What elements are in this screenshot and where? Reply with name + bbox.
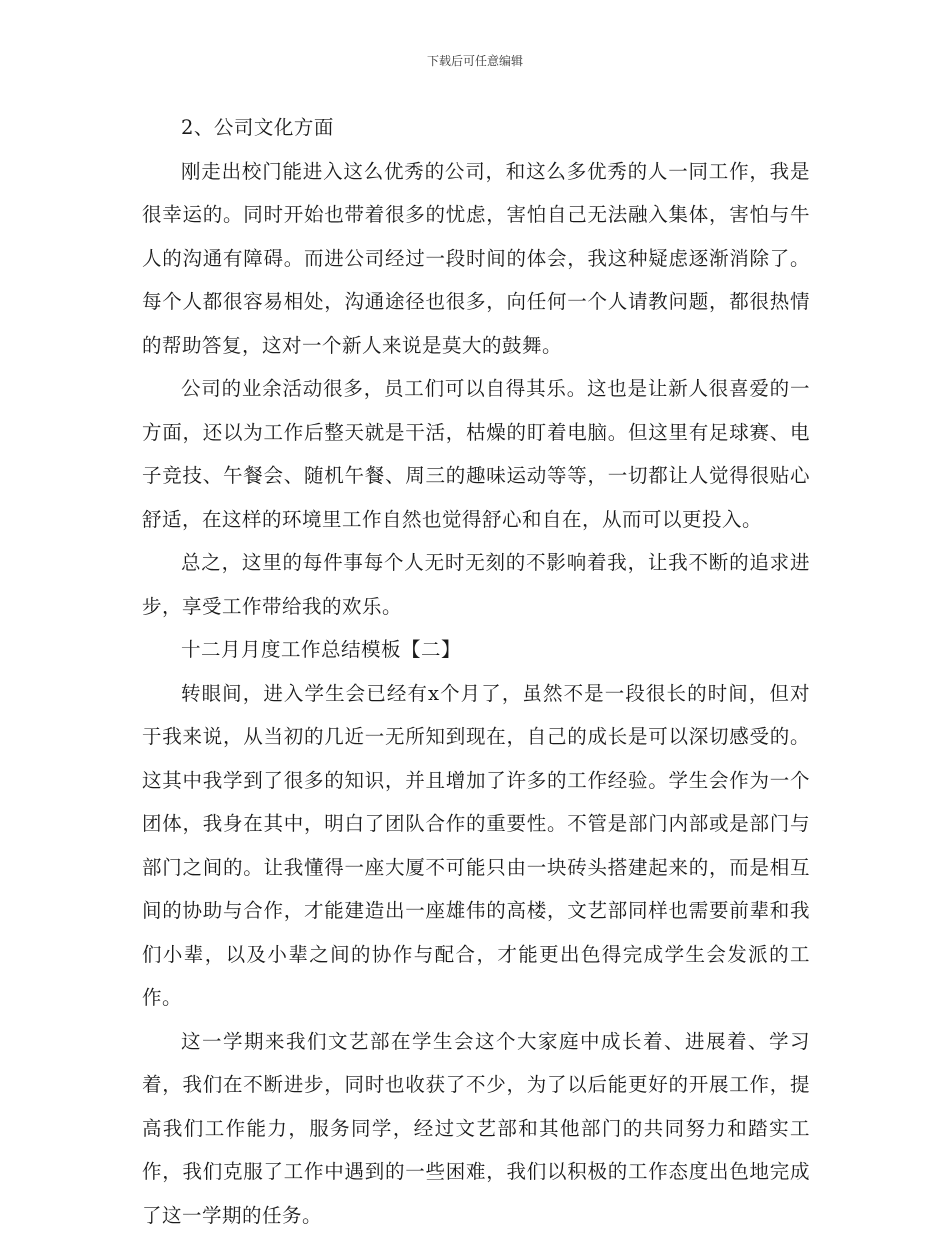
section-heading-company-culture: 2、公司文化方面 <box>142 106 810 150</box>
document-body <box>142 106 810 1237</box>
paragraph: 公司的业余活动很多，员工们可以自得其乐。这也是让新人很喜爱的一方面，还以为工作后整天就是干活，枯燥的盯着电脑。但这里有足球赛、电子竞技、午餐会、随机午餐、周三的趣味运动等等，一切都让人觉得很贴心舒适，在这样的环境里工作自然也觉得舒心和自在，从而可以更投入。 <box>142 367 810 541</box>
section-heading-template-two: 十二月月度工作总结模板【二】 <box>142 628 810 672</box>
page-header: 下载后可任意编辑 <box>0 52 950 69</box>
paragraph: 总之，这里的每件事每个人无时无刻的不影响着我，让我不断的追求进步，享受工作带给我的欢乐。 <box>142 541 810 628</box>
paragraph: 转眼间，进入学生会已经有x个月了，虽然不是一段很长的时间，但对于我来说，从当初的几近一无所知到现在，自己的成长是可以深切感受的。这其中我学到了很多的知识，并且增加了许多的工作经验。学生会作为一个团体，我身在其中，明白了团队合作的重要性。不管是部门内部或是部门与部门之间的。让我懂得一座大厦不可能只由一块砖头搭建起来的，而是相互间的协助与合作，才能建造出一座雄伟的高楼，文艺部同样也需要前辈和我们小辈，以及小辈之间的协作与配合，才能更出色得完成学生会发派的工作。 <box>142 672 810 1020</box>
paragraph: 刚走出校门能进入这么优秀的公司，和这么多优秀的人一同工作，我是很幸运的。同时开始也带着很多的忧虑，害怕自己无法融入集体，害怕与牛人的沟通有障碍。而进公司经过一段时间的体会，我这种疑虑逐渐消除了。每个人都很容易相处，沟通途径也很多，向任何一个人请教问题，都很热情的帮助答复，这对一个新人来说是莫大的鼓舞。 <box>142 150 810 368</box>
paragraph: 这一学期来我们文艺部在学生会这个大家庭中成长着、进展着、学习着，我们在不断进步，同时也收获了不少，为了以后能更好的开展工作，提高我们工作能力，服务同学，经过文艺部和其他部门的共同努力和踏实工作，我们克服了工作中遇到的一些困难，我们以积极的工作态度出色地完成了这一学期的任务。 <box>142 1020 810 1237</box>
